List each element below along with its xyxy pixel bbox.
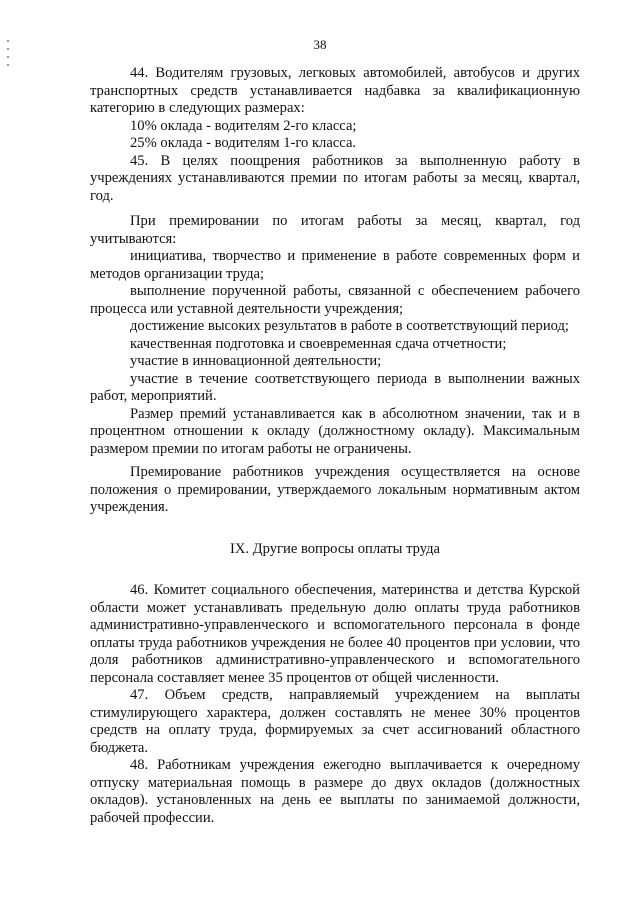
paragraph-bonus-regulation: Премирование работников учреждения осуществляется на основе положения о премировании, утверждаемого локальным нормативным актом учреждения. xyxy=(90,464,580,515)
criteria-innovation: участие в инновационной деятельности; xyxy=(130,353,382,369)
criteria-results: достижение высоких результатов в работе в соответствующий период; xyxy=(130,318,569,334)
section-title: IX. Другие вопросы оплаты труда xyxy=(229,540,441,557)
paragraph-44: 44. Водителям грузовых, легковых автомобилей, автобусов и других транспортных средств устанавливается надбавка за квалификационную категорию в следующих размерах: xyxy=(90,65,580,116)
list-item-class-2: 10% оклада - водителям 2-го класса; xyxy=(130,117,357,134)
paragraph-bonus-size: Размер премий устанавливается как в абсолютном значении, так и в процентном отношении к окладу (должностному окладу). Максимальным размером премии по итогам работы не ограничены. xyxy=(90,405,580,457)
criteria-important-work: участие в течение соответствующего периода в выполнении важных работ, мероприятий. xyxy=(90,370,580,404)
list-item-class-1: 25% оклада - водителям 1-го класса. xyxy=(130,135,357,151)
paragraph-48: 48. Работникам учреждения ежегодно выплачивается к очередному отпуску материальная помощь в размере до двух окладов (должностных окладов). установленных на день ее выплаты по занимаемой должности, рабочей профессии. xyxy=(90,757,580,826)
document-body xyxy=(90,65,580,827)
paragraph-bonus-criteria: При премировании по итогам работы за месяц, квартал, год учитываются: xyxy=(90,213,580,247)
paragraph-45: 45. В целях поощрения работников за выполненную работу в учреждениях устанавливаются премии по итогам работы за месяц, квартал, год. xyxy=(90,152,580,204)
paragraph-46: 46. Комитет социального обеспечения, материнства и детства Курской области может устанавливать предельную долю оплаты труда работников административно-управленческого и вспомогательного персонала в фонде оплаты труда работников учреждения не более 40 процентов при условии, что доля работников административно-управленческого и вспомогательного персонала составляет менее 35 процентов от общей численности. xyxy=(90,582,580,686)
criteria-initiative: инициатива, творчество и применение в работе современных форм и методов организации труда; xyxy=(90,248,580,282)
paragraph-47: 47. Объем средств, направляемый учреждением на выплаты стимулирующего характера, должен составлять не менее 30% процентов средств на оплату труда, формируемых за счет ассигнований областного бюджета. xyxy=(90,687,580,756)
criteria-assigned-work: выполнение порученной работы, связанной с обеспечением рабочего процесса или уставной деятельности учреждения; xyxy=(90,283,580,317)
page-number: 38 xyxy=(313,37,327,52)
criteria-reporting: качественная подготовка и своевременная сдача отчетности; xyxy=(130,335,507,352)
